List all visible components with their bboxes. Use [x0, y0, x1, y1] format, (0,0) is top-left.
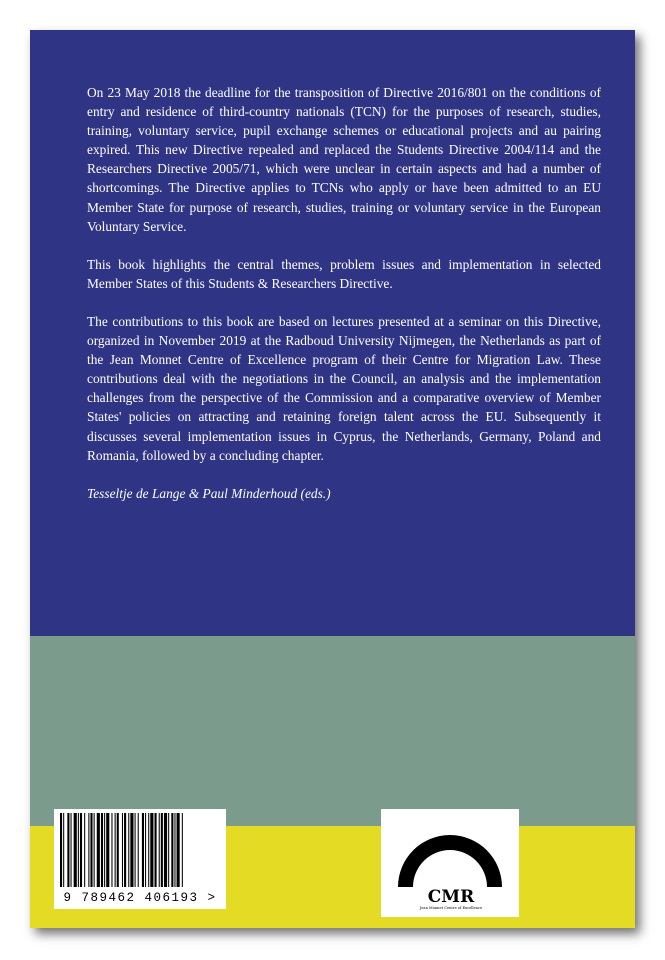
barcode-bar [60, 813, 62, 887]
barcode-bar [101, 813, 103, 887]
book-back-cover [30, 30, 635, 928]
barcode-bar [159, 813, 160, 887]
blurb-paragraph-1: On 23 May 2018 the deadline for the transposition of Directive 2016/801 on the conditions of entry and residence of third-country nationals (TCN) for the purposes of research, studies, training, voluntary service, pupil exchange schemes or educational projects and au pairing expired. This new Directive repealed and replaced the Students Directive 2004/114 and the Researchers Directive 2005/71, which were unclear in certain aspects and had a number of shortcomings. The Directive applies to TCNs who apply or have been admitted to an EU Member State for purpose of research, studies, training or voluntary service in the European Voluntary Service. [87, 85, 601, 234]
barcode-bar [135, 813, 136, 887]
barcode-bar [168, 813, 169, 887]
barcode-bar [71, 813, 72, 887]
barcode-bar [128, 813, 129, 887]
barcode-bar [88, 813, 89, 887]
barcode-bar [84, 813, 85, 887]
cmr-acronym: CMR [427, 887, 475, 907]
cmr-logo [381, 809, 519, 917]
barcode-bar [67, 813, 69, 887]
isbn-barcode [54, 809, 226, 909]
barcode-bar [63, 813, 64, 887]
barcode-bar [142, 813, 144, 887]
editors-credit: Tesseltje de Lange & Paul Minderhoud (eds.) [87, 485, 331, 501]
barcode-bar [130, 813, 133, 887]
barcode-bar [122, 813, 123, 887]
barcode-bars [54, 809, 226, 889]
barcode-bar [117, 813, 119, 887]
barcode-bar [148, 813, 149, 887]
barcode-bar [97, 813, 100, 887]
barcode-bar [155, 813, 157, 887]
barcode-bar [80, 813, 82, 887]
barcode-bar [115, 813, 116, 887]
barcode-bar [150, 813, 153, 887]
barcode-bar [78, 813, 79, 887]
blurb-paragraph-2: This book highlights the central themes, problem issues and implementation in selected Member States of this Students & Researchers Directive. [87, 256, 601, 291]
barcode-bar [111, 813, 112, 887]
cmr-subtitle: Jean Monnet Centre of Excellence [419, 906, 483, 910]
barcode-bar [171, 813, 173, 887]
blurb-text [87, 83, 601, 503]
barcode-bar [124, 813, 126, 887]
barcode-bar [90, 813, 92, 887]
teal-band [30, 636, 635, 826]
barcode-bar [145, 813, 146, 887]
barcode-bar [138, 813, 139, 887]
barcode-bar [94, 813, 95, 887]
barcode-bar [106, 813, 109, 887]
barcode-bar [164, 813, 167, 887]
blurb-paragraph-3: The contributions to this book are based on lectures presented at a seminar on this Directive, organized in November 2019 at the Radboud University Nijmegen, the Netherlands as part of the Jean Monnet Centre of Excellence program of their Centre for Migration Law. These contributions deal with the negotiations in the Council, an analysis and the implementation challenges from the perspective of the Commission and a comparative overview of Member States' policies on attracting and retaining foreign talent across the EU. Subsequently it discusses several implementation issues in Cyprus, the Netherlands, Germany, Poland and Romania, followed by a concluding chapter. [87, 313, 601, 463]
barcode-bar [177, 813, 180, 887]
barcode-bar [104, 813, 105, 887]
barcode-bar [161, 813, 163, 887]
barcode-bar [74, 813, 77, 887]
barcode-bar [182, 813, 183, 887]
barcode-bar [174, 813, 175, 887]
isbn-number: 9 789462 406193 > [63, 891, 217, 905]
